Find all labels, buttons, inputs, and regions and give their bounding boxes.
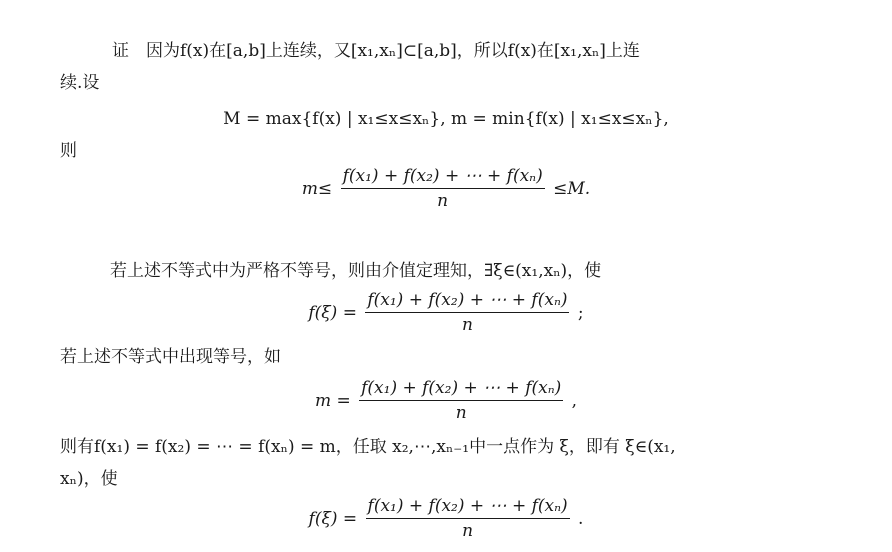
ineq-numerator: f(x₁) + f(x₂) + ⋯ + f(xₙ)	[341, 166, 545, 189]
equation-xi-1	[0, 290, 892, 335]
ineq-right: ≤M.	[553, 178, 591, 199]
then-label: 则	[60, 141, 77, 161]
eq2-denominator: n	[455, 403, 467, 423]
ineq-fraction	[341, 166, 545, 211]
eq2-left: m =	[314, 390, 351, 411]
eq2-right: ,	[571, 390, 578, 411]
definition-max-min: M = max{f(x) | x₁≤x≤xₙ}, m = min{f(x) | x₁≤x≤xₙ},	[223, 109, 669, 129]
inequality-mean	[0, 166, 892, 211]
paragraph-choose-xi-line-1: 则有f(x₁) = f(x₂) = ⋯ = f(xₙ) = m，任取 x₂,⋯,xₙ₋₁中一点作为 ξ，即有 ξ∈(x₁,	[60, 437, 676, 457]
ineq-denominator: n	[437, 191, 449, 211]
eq3-right: .	[578, 508, 584, 529]
proof-line-1: 证 因为f(x)在[a,b]上连续，又[x₁,xₙ]⊂[a,b]，所以f(x)在[x₁,xₙ]上连	[112, 41, 640, 61]
eq1-numerator: f(x₁) + f(x₂) + ⋯ + f(xₙ)	[365, 290, 569, 313]
equation-m	[0, 378, 892, 423]
paragraph-choose-xi-line-2: xₙ)，使	[60, 469, 118, 489]
eq2-fraction	[359, 378, 563, 423]
eq3-left: f(ξ) =	[308, 508, 358, 529]
ineq-left: m≤	[301, 178, 333, 199]
eq3-numerator: f(x₁) + f(x₂) + ⋯ + f(xₙ)	[366, 496, 570, 519]
eq3-fraction	[366, 496, 570, 541]
eq1-denominator: n	[461, 315, 473, 335]
paragraph-strict-case: 若上述不等式中为严格不等号，则由介值定理知，∃ξ∈(x₁,xₙ)，使	[110, 261, 602, 281]
eq1-fraction	[365, 290, 569, 335]
eq3-denominator: n	[462, 521, 474, 541]
paragraph-equal-case: 若上述不等式中出现等号，如	[60, 347, 281, 367]
equation-xi-2	[0, 496, 892, 541]
eq2-numerator: f(x₁) + f(x₂) + ⋯ + f(xₙ)	[359, 378, 563, 401]
eq1-right: ;	[577, 302, 584, 323]
eq1-left: f(ξ) =	[308, 302, 357, 323]
proof-line-2: 续.设	[60, 73, 100, 93]
